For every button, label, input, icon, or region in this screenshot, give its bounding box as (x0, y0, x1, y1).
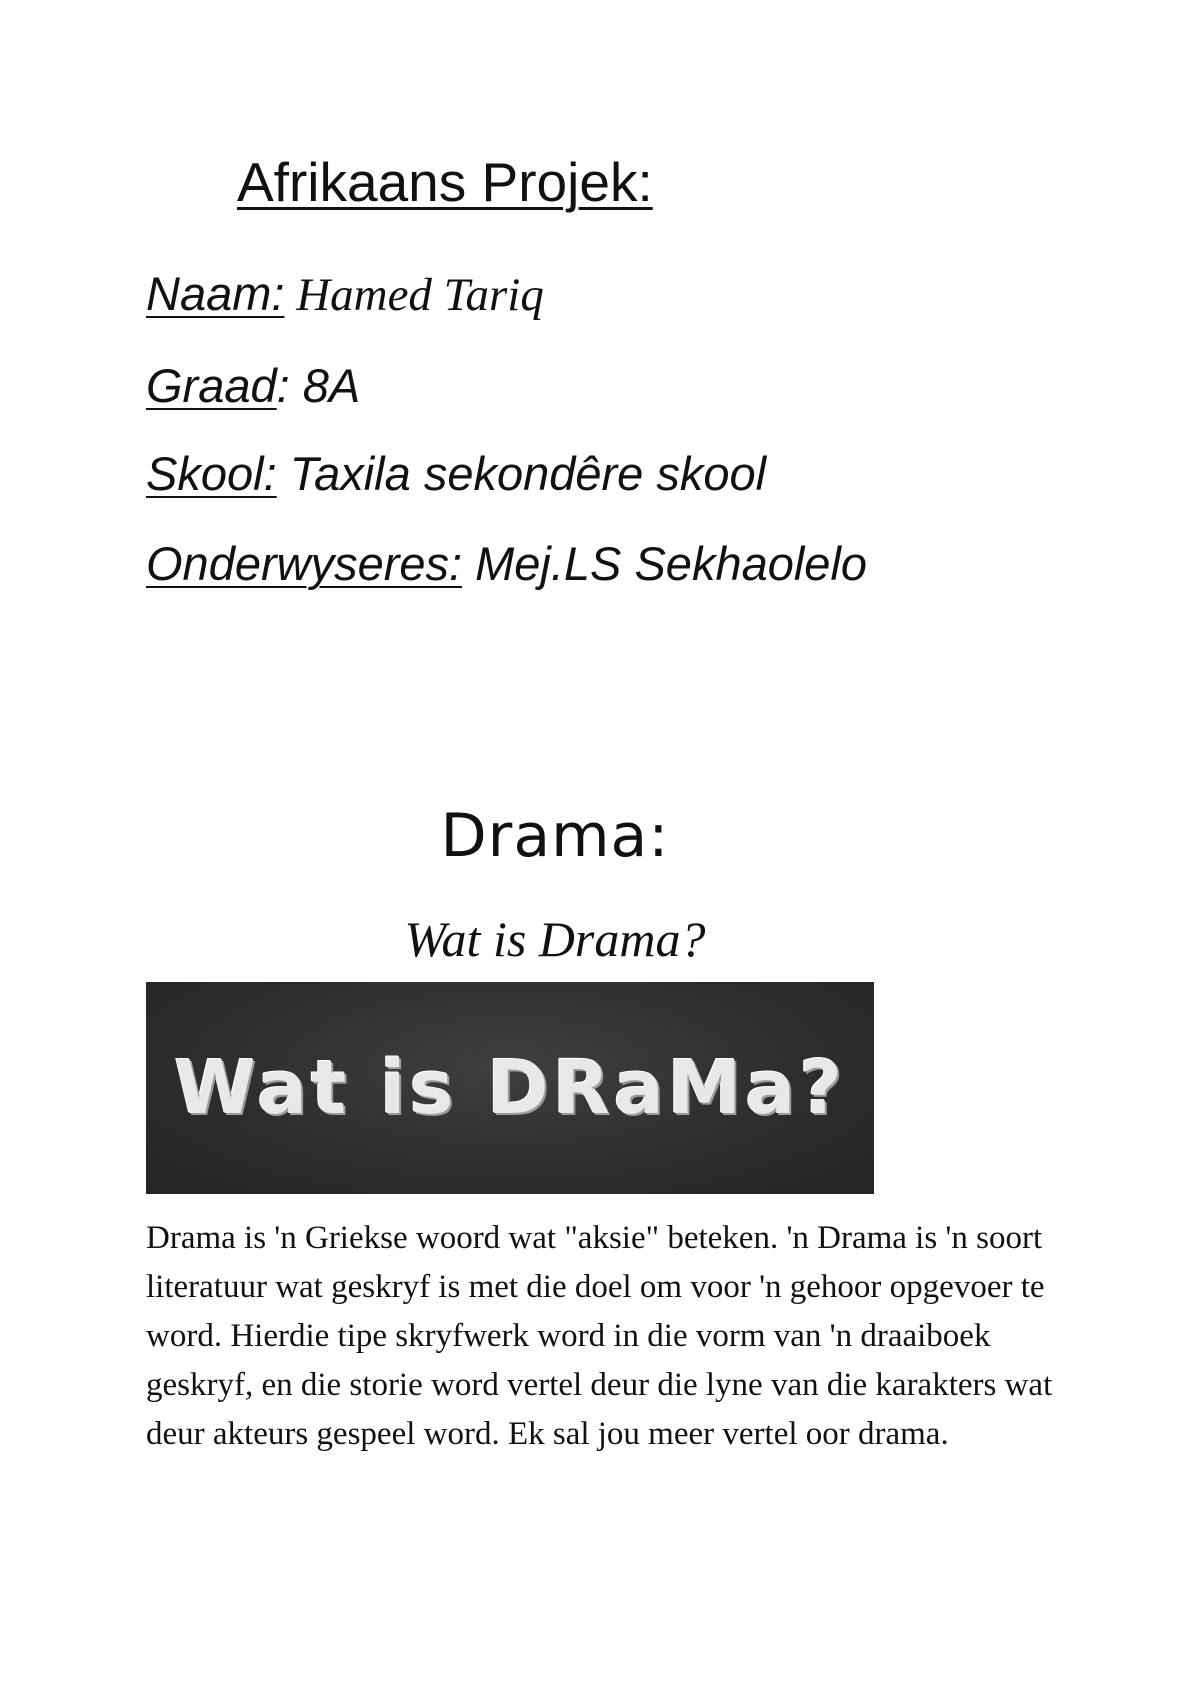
info-onderwyseres (146, 536, 867, 593)
info-naam (146, 266, 544, 323)
graad-value: : 8A (276, 359, 361, 412)
onderwyseres-value: Mej.LS Sekhaolelo (462, 537, 868, 590)
section-subheading: Wat is Drama? (404, 911, 706, 967)
skool-value: Taxila sekondêre skool (276, 447, 767, 500)
body-paragraph: Drama is 'n Griekse woord wat "aksie" beteken. 'n Drama is 'n soort literatuur wat geskryf is met die doel om voor 'n gehoor opgevoer te word. Hierdie tipe skryfwerk word in die vorm van 'n draaiboek geskryf, en die storie word vertel deur die lyne van die karakters wat deur akteurs gespeel word. Ek sal jou meer vertel oor drama. (146, 1220, 1053, 1452)
naam-label: Naam: (146, 267, 285, 320)
naam-value: Hamed Tariq (284, 269, 544, 321)
section-heading: Drama: (440, 801, 670, 871)
banner-text: Wat is DRaMa? (173, 1045, 847, 1131)
info-graad (146, 358, 360, 415)
skool-label: Skool: (146, 447, 277, 500)
onderwyseres-label: Onderwyseres: (146, 537, 463, 590)
chalkboard-banner-image (146, 982, 874, 1194)
info-skool (146, 446, 766, 503)
page-title: Afrikaans Projek: (237, 151, 653, 213)
graad-label: Graad (146, 359, 277, 412)
